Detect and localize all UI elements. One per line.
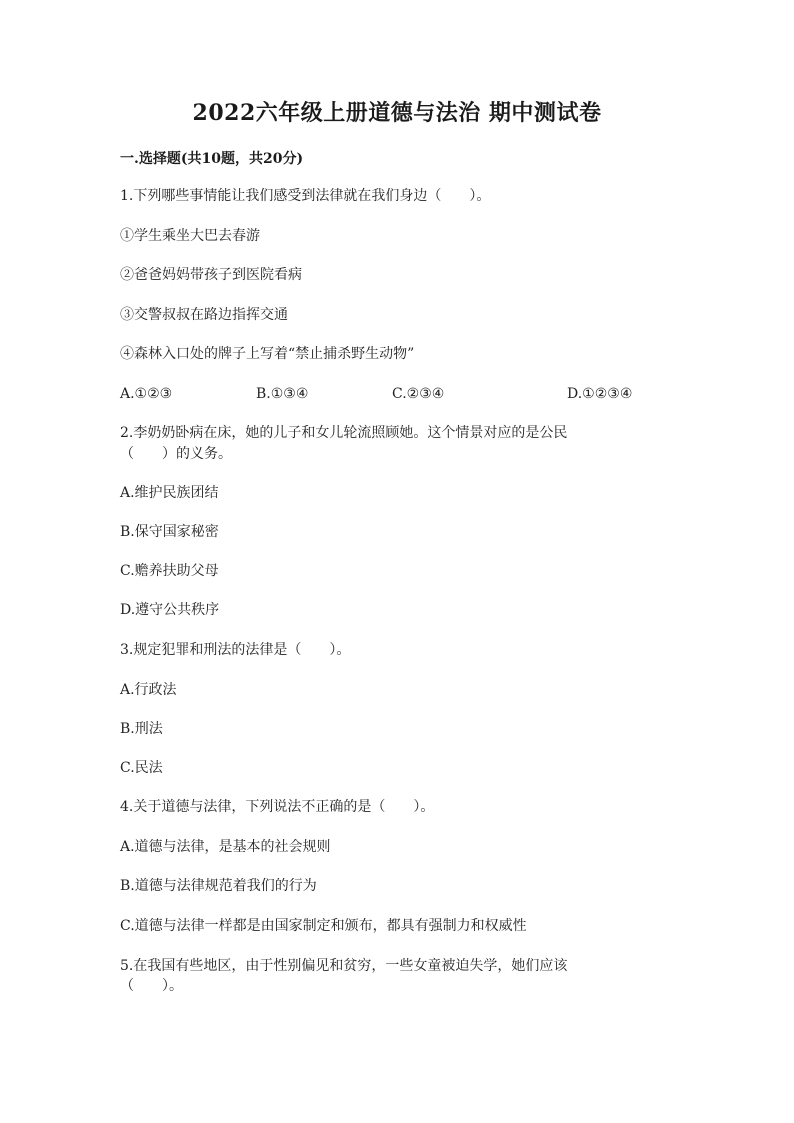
- question-2-option-a: A.维护民族团结: [120, 485, 219, 501]
- question-5-stem-line-2: （ ）。: [120, 978, 183, 994]
- question-2-option-c: C.赡养扶助父母: [120, 563, 219, 579]
- question-1-item-2: ②爸爸妈妈带孩子到医院看病: [120, 267, 302, 283]
- question-5-stem-line-1: 5.在我国有些地区，由于性别偏见和贫穷，一些女童被迫失学，她们应该: [120, 958, 568, 974]
- question-4-stem: 4.关于道德与法律，下列说法不正确的是（ ）。: [120, 799, 435, 815]
- question-3-stem: 3.规定犯罪和刑法的法律是（ ）。: [120, 642, 351, 658]
- question-3-option-a: A.行政法: [120, 682, 177, 698]
- question-2-option-d: D.遵守公共秩序: [120, 602, 220, 618]
- question-2-stem-line-1: 2.李奶奶卧病在床，她的儿子和女儿轮流照顾她。这个情景对应的是公民: [120, 425, 568, 441]
- question-1-options: [120, 384, 660, 404]
- question-4-option-a: A.道德与法律，是基本的社会规则: [120, 839, 331, 855]
- question-3-option-c: C.民法: [120, 760, 163, 776]
- question-1-item-3: ③交警叔叔在路边指挥交通: [120, 307, 288, 323]
- question-1-option-a: A.①②③: [120, 386, 173, 402]
- question-1-item-1: ①学生乘坐大巴去春游: [120, 228, 260, 244]
- question-1-option-b: B.①③④: [256, 386, 309, 402]
- question-2-option-b: B.保守国家秘密: [120, 524, 219, 540]
- question-4-option-c: C.道德与法律一样都是由国家制定和颁布，都具有强制力和权威性: [120, 918, 527, 934]
- question-1-option-c: C.②③④: [392, 386, 445, 402]
- question-1-item-4: ④森林入口处的牌子上写着“禁止捕杀野生动物”: [120, 346, 415, 362]
- section-heading: 一.选择题(共10题，共20分): [120, 151, 304, 167]
- question-2-stem-line-2: （ ）的义务。: [120, 446, 232, 462]
- page-title: 2022六年级上册道德与法治 期中测试卷: [192, 100, 602, 126]
- question-1-stem: 1.下列哪些事情能让我们感受到法律就在我们身边（ ）。: [120, 188, 491, 204]
- question-4-option-b: B.道德与法律规范着我们的行为: [120, 878, 317, 894]
- question-1-option-d: D.①②③④: [567, 386, 633, 402]
- question-3-option-b: B.刑法: [120, 721, 163, 737]
